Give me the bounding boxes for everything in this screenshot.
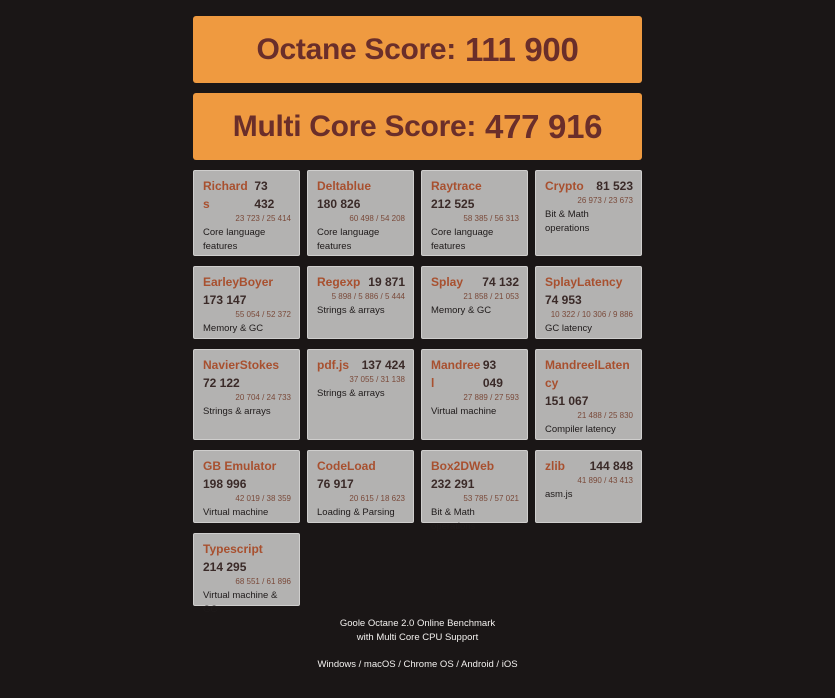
test-name: zlib — [545, 459, 565, 473]
test-card-typescript — [193, 533, 300, 615]
test-stats: 20 615 / 18 623 — [349, 494, 405, 503]
test-score: 73 432 — [254, 179, 275, 211]
test-category: Strings & arrays — [203, 406, 271, 417]
test-card-mandreel — [421, 349, 528, 440]
test-stats: 23 723 / 25 414 — [235, 214, 291, 223]
test-category: Bit & Math operations — [431, 507, 476, 532]
test-score: 137 424 — [361, 358, 405, 372]
octane-score-banner — [193, 16, 642, 83]
test-card-gb-emulator — [193, 450, 300, 523]
test-score: 74 132 — [482, 275, 519, 289]
test-stats: 21 858 / 21 053 — [463, 292, 519, 301]
footer-line-1: Goole Octane 2.0 Online Benchmark — [339, 618, 496, 629]
test-score: 93 049 — [482, 358, 503, 390]
footer-line-2: with Multi Core CPU Support — [356, 632, 479, 643]
test-stats: 26 973 / 23 673 — [577, 196, 633, 205]
test-name: MandreelLatency — [545, 358, 630, 390]
test-stats: 42 019 / 38 359 — [235, 494, 291, 503]
test-stats: 20 704 / 24 733 — [235, 393, 291, 402]
test-stats: 60 498 / 54 208 — [349, 214, 405, 223]
test-name: Deltablue — [317, 179, 372, 193]
test-name: EarleyBoyer — [203, 275, 274, 289]
test-stats: 10 322 / 10 306 / 9 886 — [550, 310, 633, 319]
test-name: Raytrace — [431, 179, 482, 193]
test-score: 144 848 — [589, 459, 633, 473]
test-results-grid — [193, 170, 642, 615]
test-name: Richards — [203, 179, 248, 211]
test-category: Bit & Math operations — [545, 209, 590, 234]
test-card-deltablue — [307, 170, 414, 256]
test-name: Mandreel — [431, 358, 481, 390]
test-card-codeload — [307, 450, 414, 523]
multi-core-score-label: Multi Core Score: — [232, 109, 477, 143]
test-category: Core language features — [203, 227, 266, 252]
test-score: 232 291 — [431, 477, 475, 491]
test-stats: 58 385 / 56 313 — [463, 214, 519, 223]
test-card-pdfjs — [307, 349, 414, 440]
test-stats: 41 890 / 43 413 — [577, 476, 633, 485]
test-stats: 68 551 / 61 896 — [235, 577, 291, 586]
test-name: Crypto — [545, 179, 584, 193]
test-name: Regexp — [317, 275, 361, 289]
test-card-splay — [421, 266, 528, 339]
test-score: 173 147 — [203, 293, 247, 307]
results-panel — [193, 16, 642, 615]
test-stats: 37 055 / 31 138 — [349, 375, 405, 384]
test-category: Core language features — [317, 227, 380, 252]
test-score: 76 917 — [317, 477, 354, 491]
test-category: Strings & arrays — [317, 388, 385, 399]
test-category: Memory & GC — [431, 305, 492, 316]
test-card-splaylatency — [535, 266, 642, 339]
octane-score-label: Octane Score: — [256, 32, 456, 66]
test-category: asm.js — [545, 489, 573, 500]
test-name: pdf.js — [317, 358, 349, 372]
test-card-earleyboyer — [193, 266, 300, 339]
test-stats: 21 488 / 25 830 — [577, 411, 633, 420]
test-category: Virtual machine & GC — [203, 590, 278, 615]
test-score: 212 525 — [431, 197, 475, 211]
test-card-box2dweb — [421, 450, 528, 532]
test-category: Loading & Parsing — [317, 507, 395, 518]
multi-core-score-value: 477 916 — [485, 107, 603, 145]
test-name: Splay — [431, 275, 464, 289]
test-score: 81 523 — [596, 179, 633, 193]
test-name: NavierStokes — [203, 358, 280, 372]
test-card-richards — [193, 170, 300, 256]
test-name: GB Emulator — [203, 459, 277, 473]
test-stats: 53 785 / 57 021 — [463, 494, 519, 503]
test-category: GC latency — [545, 323, 592, 334]
test-category: Virtual machine — [203, 507, 269, 518]
test-card-raytrace — [421, 170, 528, 256]
test-score: 72 122 — [203, 376, 240, 390]
test-score: 180 826 — [317, 197, 361, 211]
test-name: Typescript — [203, 542, 263, 556]
test-category: Strings & arrays — [317, 305, 385, 316]
multi-core-score-banner — [193, 93, 642, 160]
test-name: Box2DWeb — [431, 459, 495, 473]
test-category: Memory & GC — [203, 323, 264, 334]
test-score: 19 871 — [368, 275, 405, 289]
test-stats: 27 889 / 27 593 — [463, 393, 519, 402]
test-card-navierstokes — [193, 349, 300, 440]
test-score: 151 067 — [545, 394, 589, 408]
test-card-mandreellatency — [535, 349, 642, 440]
test-score: 74 953 — [545, 293, 582, 307]
footer-title — [0, 617, 835, 645]
test-card-zlib — [535, 450, 642, 523]
test-card-regexp — [307, 266, 414, 339]
test-name: SplayLatency — [545, 275, 623, 289]
octane-score-value: 111 900 — [464, 30, 579, 68]
test-score: 198 996 — [203, 477, 247, 491]
test-stats: 55 054 / 52 372 — [235, 310, 291, 319]
test-category: Virtual machine — [431, 406, 497, 417]
test-name: CodeLoad — [317, 459, 376, 473]
test-stats: 5 898 / 5 886 / 5 444 — [331, 292, 405, 301]
test-category: Core language features — [431, 227, 494, 252]
test-category: Compiler latency — [545, 424, 616, 435]
footer-platforms: Windows / macOS / Chrome OS / Android / iOS — [317, 659, 518, 670]
test-score: 214 295 — [203, 560, 247, 574]
test-card-crypto — [535, 170, 642, 256]
